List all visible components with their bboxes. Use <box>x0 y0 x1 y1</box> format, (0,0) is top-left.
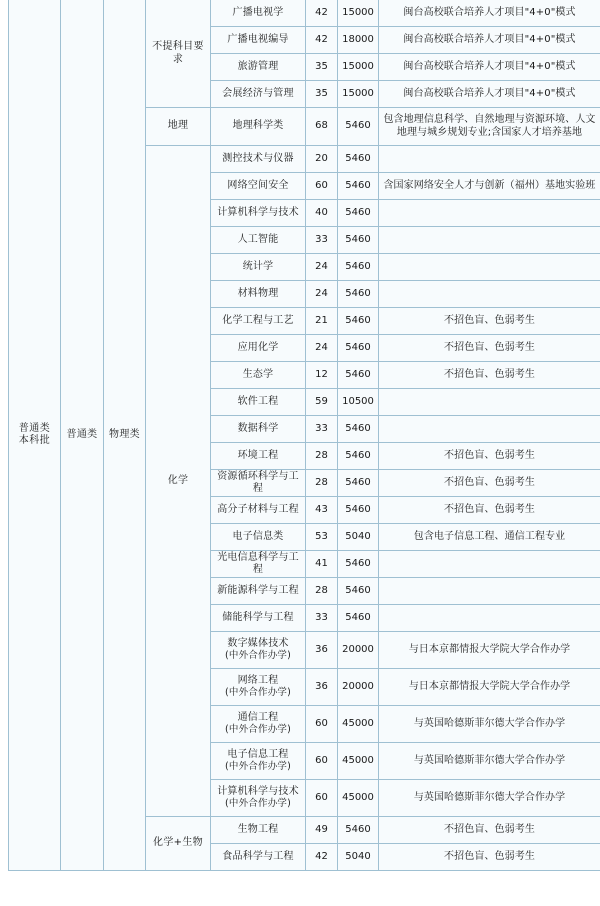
cell-plan-count: 42 <box>306 844 338 871</box>
major-name-text: 食品科学与工程 <box>222 850 294 862</box>
major-name-text: 计算机科学与技术 <box>217 785 299 797</box>
cell-tuition-fee: 15000 <box>338 81 379 108</box>
cell-tuition-fee: 5460 <box>338 362 379 389</box>
major-name-subtext: (中外合作办学) <box>224 798 291 810</box>
major-name-subtext: (中外合作办学) <box>224 761 291 773</box>
major-name-text: 广播电视编导 <box>227 33 289 45</box>
cell-tuition-fee: 45000 <box>338 743 379 780</box>
cell-plan-count: 60 <box>306 706 338 743</box>
cell-major-name <box>211 200 306 227</box>
cell-subject-group: 化学 <box>146 146 211 817</box>
cell-remark <box>379 578 600 605</box>
cell-tuition-fee: 5460 <box>338 551 379 578</box>
cell-tuition-fee: 5040 <box>338 524 379 551</box>
cell-tuition-fee: 15000 <box>338 54 379 81</box>
cell-major-name <box>211 335 306 362</box>
cell-major-name <box>211 669 306 706</box>
major-name-text: 新能源科学与工程 <box>217 584 299 596</box>
cell-tuition-fee: 5460 <box>338 443 379 470</box>
cell-plan-count: 40 <box>306 200 338 227</box>
cell-plan-count: 60 <box>306 173 338 200</box>
cell-tuition-fee: 5460 <box>338 108 379 146</box>
cell-plan-count: 35 <box>306 54 338 81</box>
cell-remark: 与英国哈德斯菲尔德大学合作办学 <box>379 706 600 743</box>
major-name-text: 光电信息科学与工程 <box>217 551 299 575</box>
cell-remark <box>379 551 600 578</box>
cell-plan-count: 21 <box>306 308 338 335</box>
cell-remark <box>379 389 600 416</box>
major-name-text: 电子信息类 <box>232 530 284 542</box>
major-name-text: 地理科学类 <box>232 120 284 132</box>
major-name-subtext: (中外合作办学) <box>224 687 291 699</box>
cell-plan-count: 60 <box>306 780 338 817</box>
cell-subject-group: 化学+生物 <box>146 817 211 871</box>
major-name-text: 会展经济与管理 <box>222 87 294 99</box>
major-name-text: 生物工程 <box>237 823 279 835</box>
cell-tuition-fee: 20000 <box>338 669 379 706</box>
cell-remark: 不招色盲、色弱考生 <box>379 470 600 497</box>
cell-remark: 不招色盲、色弱考生 <box>379 443 600 470</box>
cell-major-name <box>211 308 306 335</box>
cell-major-name <box>211 108 306 146</box>
cell-remark: 与英国哈德斯菲尔德大学合作办学 <box>379 743 600 780</box>
cell-major-name <box>211 470 306 497</box>
cell-plan-count: 33 <box>306 416 338 443</box>
cell-remark: 不招色盲、色弱考生 <box>379 497 600 524</box>
major-name-text: 高分子材料与工程 <box>217 503 299 515</box>
cell-tuition-fee: 20000 <box>338 632 379 669</box>
cell-tuition-fee: 5460 <box>338 146 379 173</box>
cell-tuition-fee: 15000 <box>338 0 379 27</box>
cell-major-name <box>211 605 306 632</box>
cell-subject-group: 不提科目要求 <box>146 0 211 108</box>
cell-remark: 与日本京都情报大学院大学合作办学 <box>379 632 600 669</box>
cell-remark: 不招色盲、色弱考生 <box>379 335 600 362</box>
major-name-text: 广播电视学 <box>232 6 284 18</box>
major-name-subtext: (中外合作办学) <box>224 650 291 662</box>
cell-type: 普通类 <box>61 0 104 871</box>
cell-tuition-fee: 5040 <box>338 844 379 871</box>
cell-major-name <box>211 227 306 254</box>
cell-plan-count: 33 <box>306 227 338 254</box>
cell-major-name <box>211 0 306 27</box>
cell-category: 物理类 <box>104 0 146 871</box>
cell-plan-count: 60 <box>306 743 338 780</box>
cell-remark <box>379 254 600 281</box>
cell-remark <box>379 605 600 632</box>
major-name-text: 化学工程与工艺 <box>222 314 294 326</box>
major-name-text: 计算机科学与技术 <box>217 206 299 218</box>
major-name-subtext: (中外合作办学) <box>224 724 291 736</box>
major-name-text: 测控技术与仪器 <box>222 152 294 164</box>
major-name-text: 应用化学 <box>237 341 279 353</box>
cell-remark: 闽台高校联合培养人才项目"4+0"模式 <box>379 54 600 81</box>
cell-remark: 闽台高校联合培养人才项目"4+0"模式 <box>379 81 600 108</box>
admissions-plan-table <box>8 0 600 871</box>
major-name-text: 材料物理 <box>237 287 279 299</box>
cell-tuition-fee: 5460 <box>338 254 379 281</box>
cell-major-name <box>211 497 306 524</box>
cell-plan-count: 28 <box>306 443 338 470</box>
major-name-text: 数字媒体技术 <box>227 637 289 649</box>
major-name-text: 网络空间安全 <box>227 179 289 191</box>
cell-major-name <box>211 632 306 669</box>
cell-major-name <box>211 817 306 844</box>
cell-major-name <box>211 27 306 54</box>
cell-tuition-fee: 5460 <box>338 173 379 200</box>
cell-plan-count: 12 <box>306 362 338 389</box>
cell-remark: 包含地理信息科学、自然地理与资源环境、人文地理与城乡规划专业;含国家人才培养基地 <box>379 108 600 146</box>
batch-label-line: 普通类 <box>18 422 51 434</box>
major-name-text: 网络工程 <box>237 674 279 686</box>
cell-remark: 与日本京都情报大学院大学合作办学 <box>379 669 600 706</box>
cell-plan-count: 33 <box>306 605 338 632</box>
table-body <box>9 0 600 871</box>
cell-plan-count: 24 <box>306 335 338 362</box>
cell-tuition-fee: 5460 <box>338 470 379 497</box>
cell-plan-count: 28 <box>306 578 338 605</box>
major-name-text: 通信工程 <box>237 711 279 723</box>
cell-tuition-fee: 10500 <box>338 389 379 416</box>
major-name-text: 环境工程 <box>237 449 279 461</box>
cell-remark: 与英国哈德斯菲尔德大学合作办学 <box>379 780 600 817</box>
cell-major-name <box>211 524 306 551</box>
cell-plan-count: 53 <box>306 524 338 551</box>
cell-tuition-fee: 5460 <box>338 335 379 362</box>
cell-plan-count: 20 <box>306 146 338 173</box>
major-name-text: 电子信息工程 <box>227 748 289 760</box>
major-name-text: 人工智能 <box>237 233 279 245</box>
cell-batch <box>9 0 61 871</box>
cell-remark: 不招色盲、色弱考生 <box>379 308 600 335</box>
cell-plan-count: 42 <box>306 0 338 27</box>
cell-plan-count: 49 <box>306 817 338 844</box>
cell-major-name <box>211 706 306 743</box>
cell-major-name <box>211 362 306 389</box>
cell-tuition-fee: 5460 <box>338 416 379 443</box>
cell-major-name <box>211 551 306 578</box>
cell-plan-count: 68 <box>306 108 338 146</box>
cell-tuition-fee: 5460 <box>338 227 379 254</box>
cell-plan-count: 24 <box>306 281 338 308</box>
cell-remark: 不招色盲、色弱考生 <box>379 362 600 389</box>
cell-major-name <box>211 443 306 470</box>
major-name-text: 软件工程 <box>237 395 279 407</box>
cell-remark: 不招色盲、色弱考生 <box>379 844 600 871</box>
cell-remark: 包含电子信息工程、通信工程专业 <box>379 524 600 551</box>
cell-remark <box>379 146 600 173</box>
cell-remark: 不招色盲、色弱考生 <box>379 817 600 844</box>
cell-plan-count: 59 <box>306 389 338 416</box>
cell-tuition-fee: 45000 <box>338 706 379 743</box>
cell-remark: 含国家网络安全人才与创新（福州）基地实验班 <box>379 173 600 200</box>
cell-tuition-fee: 18000 <box>338 27 379 54</box>
major-name-text: 储能科学与工程 <box>222 611 294 623</box>
cell-tuition-fee: 5460 <box>338 308 379 335</box>
cell-remark <box>379 227 600 254</box>
cell-tuition-fee: 45000 <box>338 780 379 817</box>
cell-plan-count: 24 <box>306 254 338 281</box>
cell-remark: 闽台高校联合培养人才项目"4+0"模式 <box>379 0 600 27</box>
major-name-text: 生态学 <box>242 368 274 380</box>
cell-major-name <box>211 780 306 817</box>
major-name-text: 旅游管理 <box>237 60 279 72</box>
cell-remark: 闽台高校联合培养人才项目"4+0"模式 <box>379 27 600 54</box>
cell-major-name <box>211 81 306 108</box>
cell-major-name <box>211 844 306 871</box>
cell-tuition-fee: 5460 <box>338 817 379 844</box>
major-name-text: 数据科学 <box>237 422 279 434</box>
major-name-text: 统计学 <box>242 260 274 272</box>
cell-tuition-fee: 5460 <box>338 497 379 524</box>
cell-major-name <box>211 54 306 81</box>
cell-plan-count: 43 <box>306 497 338 524</box>
cell-tuition-fee: 5460 <box>338 200 379 227</box>
cell-major-name <box>211 389 306 416</box>
cell-major-name <box>211 173 306 200</box>
cell-major-name <box>211 416 306 443</box>
cell-remark <box>379 416 600 443</box>
cell-tuition-fee: 5460 <box>338 281 379 308</box>
cell-remark <box>379 200 600 227</box>
cell-plan-count: 41 <box>306 551 338 578</box>
cell-remark <box>379 281 600 308</box>
cell-major-name <box>211 281 306 308</box>
cell-plan-count: 42 <box>306 27 338 54</box>
cell-major-name <box>211 743 306 780</box>
cell-tuition-fee: 5460 <box>338 578 379 605</box>
cell-major-name <box>211 578 306 605</box>
cell-tuition-fee: 5460 <box>338 605 379 632</box>
major-name-text: 资源循环科学与工程 <box>217 470 299 494</box>
cell-subject-group: 地理 <box>146 108 211 146</box>
batch-label-line: 本科批 <box>18 435 51 446</box>
cell-plan-count: 36 <box>306 632 338 669</box>
cell-plan-count: 36 <box>306 669 338 706</box>
cell-major-name <box>211 146 306 173</box>
table-row <box>9 0 600 27</box>
cell-plan-count: 35 <box>306 81 338 108</box>
cell-major-name <box>211 254 306 281</box>
cell-plan-count: 28 <box>306 470 338 497</box>
